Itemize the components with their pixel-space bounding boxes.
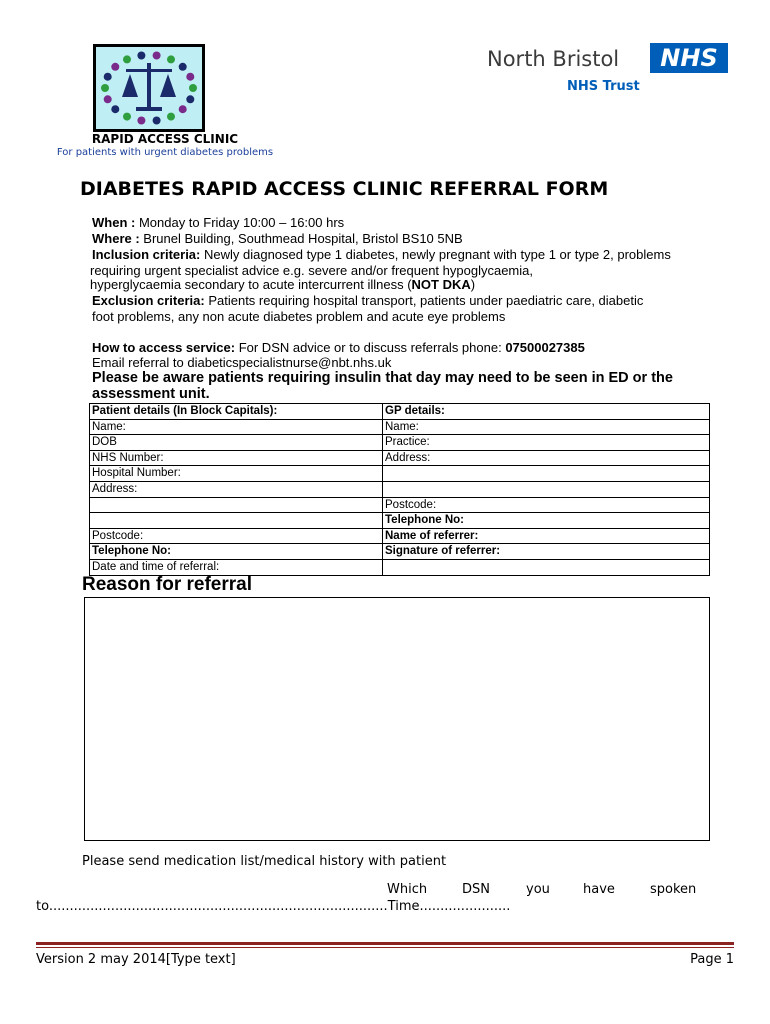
logo-figure [123,55,131,63]
table-cell[interactable]: Address: [90,481,383,497]
table-cell[interactable]: Telephone No: [90,544,383,560]
logo-figure [104,73,112,81]
insulin-warning: Please be aware patients requiring insulin that day may need to be seen in ED or the assessment unit. [92,370,673,402]
spoken-word-spoken: spoken [650,882,697,897]
table-cell[interactable]: Address: [383,450,710,466]
table-cell[interactable]: NHS Number: [90,450,383,466]
reason-title: Reason for referral [82,574,253,595]
table-row [90,466,710,482]
nhs-trust-label: NHS Trust [567,79,640,94]
table-cell[interactable]: Name: [383,419,710,435]
table-cell[interactable]: Name: [90,419,383,435]
access-line [92,340,585,356]
logo-figure [104,95,112,103]
logo-figure [153,52,161,60]
exclusion-line-2: foot problems, any non acute diabetes problem and acute eye problems [92,309,506,324]
where-label: Where : [92,231,140,246]
inclusion-line-3 [90,277,475,293]
when-value: Monday to Friday 10:00 – 16:00 hrs [135,215,345,230]
logo-figure [186,73,194,81]
spoken-word-dsn: DSN [462,882,490,897]
table-cell[interactable]: Postcode: [383,497,710,513]
when-line [92,215,344,231]
access-text: For DSN advice or to discuss referrals phone: [235,340,506,355]
spoken-word-have: have [583,882,615,897]
access-phone: 07500027385 [505,340,585,355]
table-cell[interactable]: Date and time of referral: [90,559,383,575]
exclusion-label: Exclusion criteria: [92,293,205,308]
logo-figure [137,52,145,60]
table-cell[interactable]: DOB [90,435,383,451]
spoken-to-time-line[interactable]: to..................................................................................Time...................... [36,899,511,914]
table-row [90,450,710,466]
exclusion-text-1: Patients requiring hospital transport, patients under paediatric care, diabetic [204,293,644,308]
logo-figure [186,95,194,103]
table-cell[interactable] [90,513,383,529]
footer-rule [36,942,734,945]
not-dka-text: NOT DKA [411,277,471,292]
footer-rule-thin [36,947,734,948]
logo-figure [101,84,109,92]
logo-figure [167,55,175,63]
details-table [89,403,710,576]
table-cell[interactable] [383,559,710,575]
form-title: DIABETES RAPID ACCESS CLINIC REFERRAL FORM [80,178,609,200]
logo-figure [123,113,131,121]
when-label: When : [92,215,136,230]
table-row [90,404,710,420]
logo-figure [179,105,187,113]
scales-of-justice-icon [96,47,202,129]
reason-textbox[interactable] [84,597,710,841]
table-cell[interactable] [383,481,710,497]
table-cell[interactable]: Postcode: [90,528,383,544]
table-row [90,481,710,497]
table-cell[interactable] [90,497,383,513]
table-cell[interactable]: Hospital Number: [90,466,383,482]
logo-figure [137,117,145,125]
logo-figure [111,63,119,71]
email-line: Email referral to diabeticspecialistnurse@nbt.nhs.uk [92,355,392,370]
table-cell[interactable]: Practice: [383,435,710,451]
spoken-word-which: Which [387,882,428,897]
spoken-word-you: you [526,882,550,897]
where-value: Brunel Building, Southmead Hospital, Bristol BS10 5NB [139,231,463,246]
table-cell[interactable]: Signature of referrer: [383,544,710,560]
logo-figure [167,113,175,121]
inclusion-text-1: Newly diagnosed type 1 diabetes, newly pregnant with type 1 or type 2, problems [200,247,671,262]
table-row [90,528,710,544]
table-row [90,559,710,575]
inclusion-line-2: requiring urgent specialist advice e.g. severe and/or frequent hypoglycaemia, [90,263,533,278]
where-line [92,231,463,247]
exclusion-line-1 [92,293,643,309]
nhs-badge-logo: NHS [650,43,728,73]
logo-figure [189,84,197,92]
table-row [90,435,710,451]
inclusion-close: ) [470,277,476,292]
footer-page-number: Page 1 [690,952,734,967]
table-cell[interactable]: Patient details (In Block Capitals): [90,404,383,420]
clinic-logo [93,44,205,132]
inclusion-label: Inclusion criteria: [92,247,201,262]
table-row [90,419,710,435]
table-cell[interactable]: Name of referrer: [383,528,710,544]
logo-figure [153,117,161,125]
table-row [90,513,710,529]
footer-version: Version 2 may 2014[Type text] [36,952,236,967]
logo-figure [179,63,187,71]
table-row [90,497,710,513]
nhs-org-name: North Bristol [487,47,620,71]
clinic-subtitle: For patients with urgent diabetes problems [56,147,274,158]
table-cell[interactable] [383,466,710,482]
inclusion-line-1 [92,247,671,263]
send-medication-note: Please send medication list/medical history with patient [82,854,447,869]
table-cell[interactable]: GP details: [383,404,710,420]
access-label: How to access service: [92,340,236,355]
inclusion-text-3: hyperglycaemia secondary to acute intercurrent illness ( [90,277,412,292]
clinic-name: RAPID ACCESS CLINIC [91,132,239,146]
table-cell[interactable]: Telephone No: [383,513,710,529]
logo-figure [111,105,119,113]
table-row [90,544,710,560]
